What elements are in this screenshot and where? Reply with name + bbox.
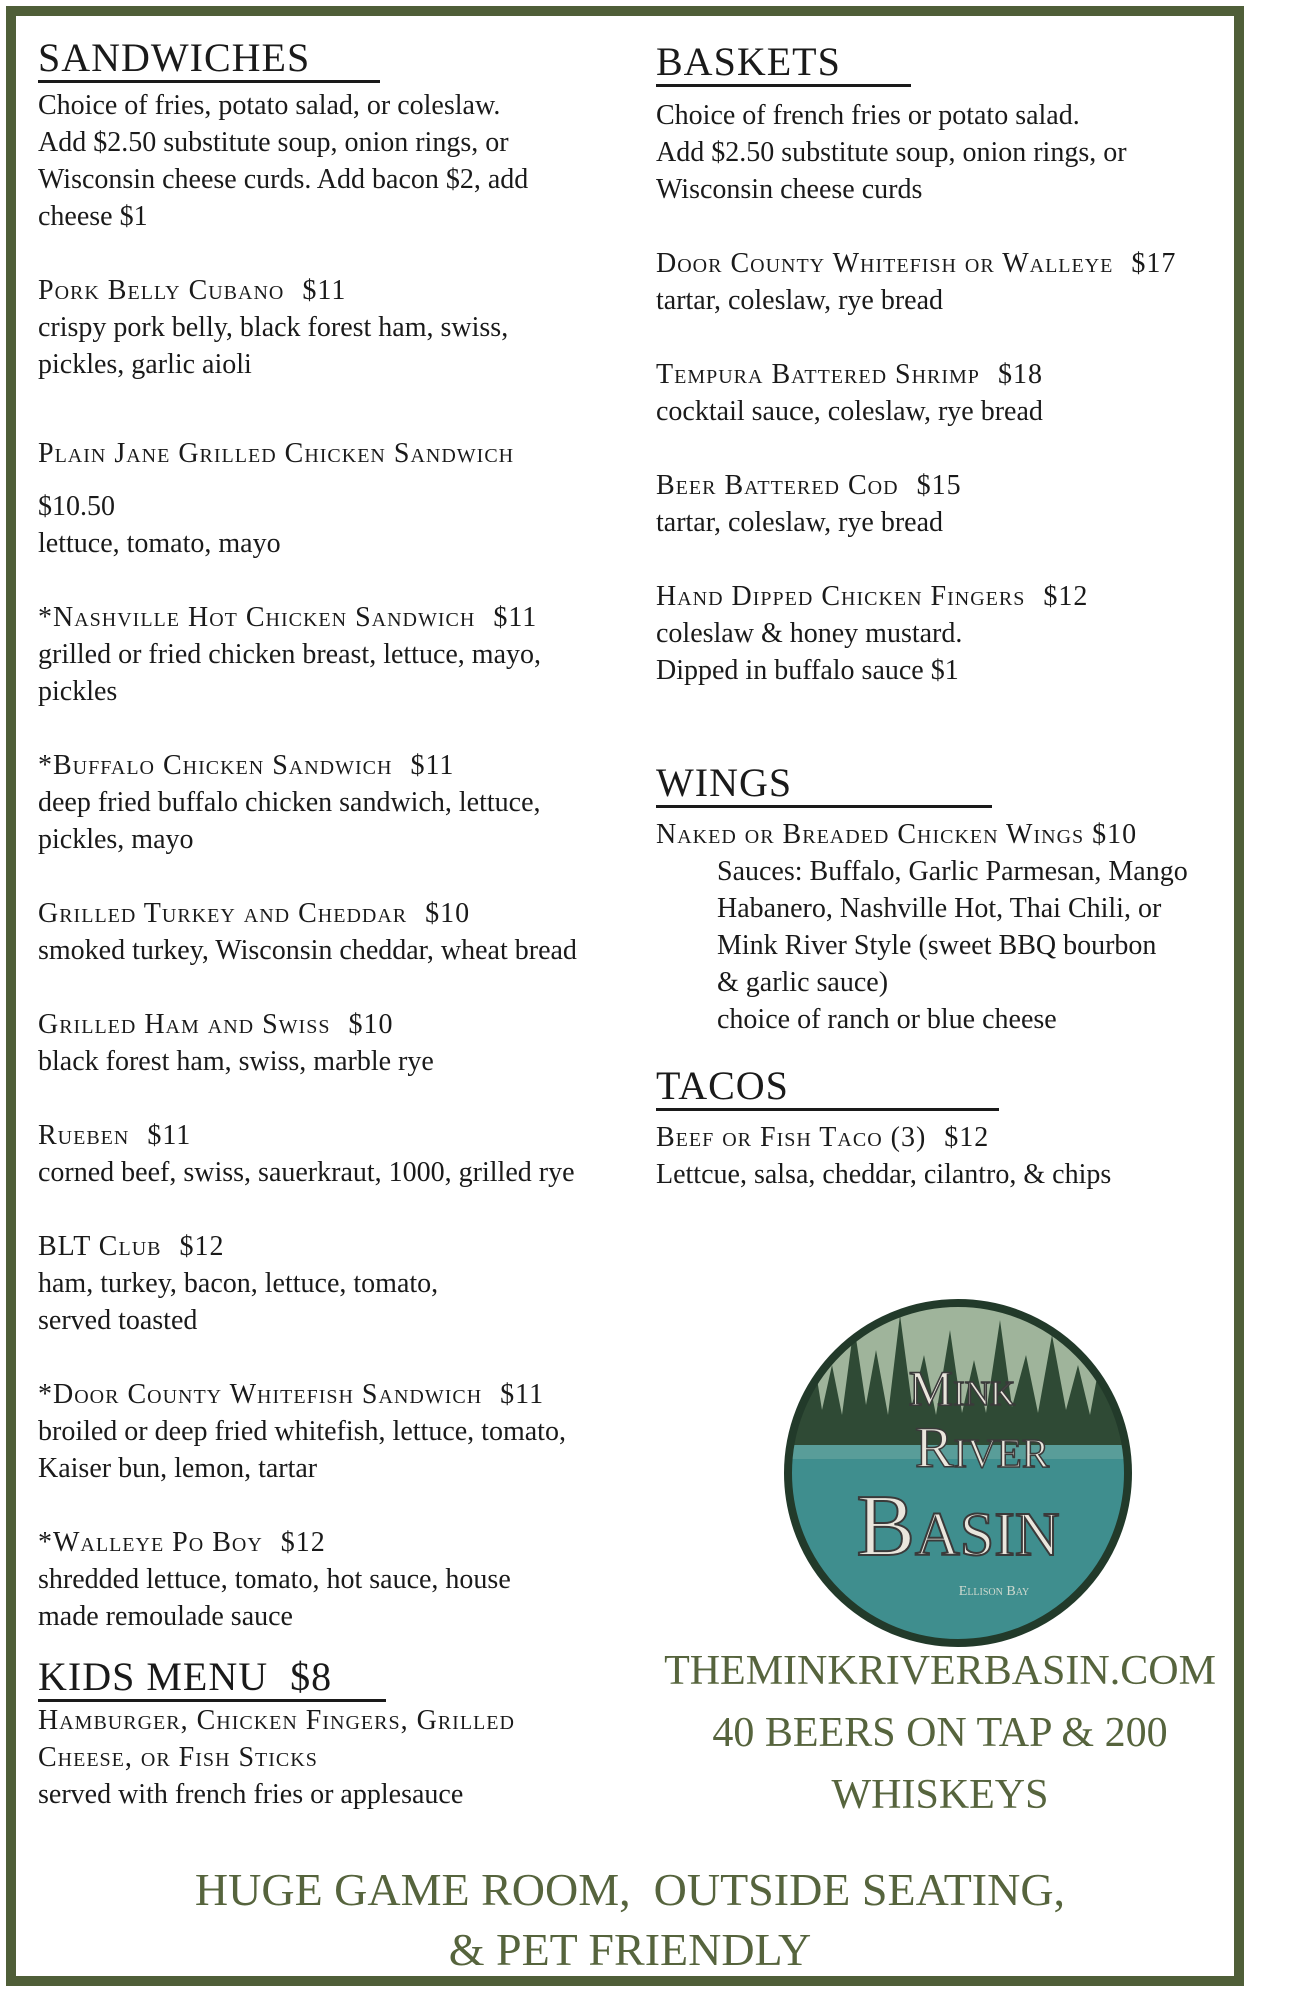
sauce-line: Habanero, Nashville Hot, Thai Chili, or [717,893,1162,924]
item-price: $18 [997,359,1043,390]
item-price: $10 [425,898,471,929]
logo-word-basin: Basin [856,1478,1060,1575]
wings-section [656,761,1236,1038]
menu-item-pork-belly-cubano [38,272,638,383]
menu-item-whitefish-walleye [656,245,1236,319]
sandwiches-title: SANDWICHES [38,36,380,83]
website-text: THEMINKRIVERBASIN.COM [664,1648,1216,1694]
item-desc: crispy pork belly, black forest ham, swiss, [38,312,509,343]
item-price: $12 [280,1527,326,1558]
item-desc: served toasted [38,1305,198,1336]
item-name: Beef or Fish Taco (3) [656,1122,927,1153]
intro-line: Choice of fries, potato salad, or coleslaw. [38,90,501,121]
menu-item-blt-club [38,1228,638,1339]
baskets-title: BASKETS [656,40,911,87]
item-desc: deep fried buffalo chicken sandwich, lettuce, [38,787,541,818]
item-name: BLT Club [38,1231,162,1262]
item-desc: Lettcue, salsa, cheddar, cilantro, & chips [656,1159,1112,1190]
item-name: Grilled Ham and Swiss [38,1009,331,1040]
item-desc: black forest ham, swiss, marble rye [38,1046,434,1077]
intro-line: Wisconsin cheese curds [656,174,923,205]
item-name: Beer Battered Cod [656,470,899,501]
item-desc: coleslaw & honey mustard. [656,618,963,649]
item-price: $11 [147,1120,192,1151]
item-name: Pork Belly Cubano [38,275,285,306]
item-price: $11 [500,1379,545,1410]
item-desc: pickles, mayo [38,824,194,855]
item-name: *Nashville Hot Chicken Sandwich [38,602,476,633]
sauce-line: Sauces: Buffalo, Garlic Parmesan, Mango [717,856,1188,887]
item-desc: grilled or fried chicken breast, lettuce, mayo, [38,639,542,670]
logo-word-river: River [914,1415,1050,1480]
item-name: *Door County Whitefish Sandwich [38,1379,483,1410]
item-desc: Dipped in buffalo sauce $1 [656,655,959,686]
item-price: $11 [410,750,455,781]
logo-place: Ellison Bay [958,1584,1030,1599]
item-price: $12 [179,1231,225,1262]
footer-promo [40,1860,1220,1980]
item-price: $15 [916,470,962,501]
item-price: $11 [493,602,538,633]
item-desc: shredded lettuce, tomato, hot sauce, house [38,1564,511,1595]
item-name: Rueben [38,1120,130,1151]
footer-line-2: & PET FRIENDLY [448,1924,812,1975]
footer-line-1: HUGE GAME ROOM, OUTSIDE SEATING, [194,1864,1066,1915]
intro-line: Add $2.50 substitute soup, onion rings, or [656,137,1127,168]
intro-line: cheese $1 [38,201,148,232]
menu-item-grilled-turkey [38,895,638,969]
intro-line: Wisconsin cheese curds. Add bacon $2, add [38,164,529,195]
kids-menu-title: KIDS MENU $8 [38,1655,386,1702]
sandwiches-intro [38,87,638,235]
menu-item-chicken-fingers [656,578,1236,689]
sauce-line: choice of ranch or blue cheese [717,1004,1057,1035]
intro-line: Add $2.50 substitute soup, onion rings, or [38,127,509,158]
item-desc: tartar, coleslaw, rye bread [656,285,944,316]
item-desc: pickles [38,676,118,707]
left-column [38,36,638,1813]
promo-block [640,1640,1240,1826]
item-desc: Kaiser bun, lemon, tartar [38,1453,318,1484]
intro-line: Choice of french fries or potato salad. [656,100,1080,131]
wings-sauces [656,853,1236,1038]
menu-item-plain-jane [38,435,638,562]
item-price: $10 [348,1009,394,1040]
menu-item-grilled-ham [38,1006,638,1080]
tacos-title: TACOS [656,1064,999,1111]
menu-item-tempura-shrimp [656,356,1236,430]
item-name: Hand Dipped Chicken Fingers [656,581,1026,612]
menu-item-buffalo-chicken [38,747,638,858]
kids-desc: served with french fries or applesauce [38,1779,464,1810]
logo-word-mink: Mink [908,1360,1016,1416]
item-name: *Walleye Po Boy [38,1527,263,1558]
mink-river-basin-logo [780,1295,1136,1651]
menu-item-walleye-po-boy [38,1524,638,1635]
item-desc: cocktail sauce, coleslaw, rye bread [656,396,1043,427]
beers-line-1: 40 BEERS ON TAP & 200 [712,1710,1168,1756]
sauce-line: & garlic sauce) [717,967,889,998]
kids-menu [38,1655,638,1813]
item-name: Grilled Turkey and Cheddar [38,898,408,929]
menu-item-nashville-hot [38,599,638,710]
item-desc: broiled or deep fried whitefish, lettuce, tomato, [38,1416,566,1447]
beers-line-2: WHISKEYS [831,1772,1049,1818]
wings-title: WINGS [656,761,992,808]
item-desc: smoked turkey, Wisconsin cheddar, wheat bread [38,935,577,966]
item-price: $12 [1043,581,1089,612]
kids-item: Cheese, or Fish Sticks [38,1742,318,1773]
menu-item-whitefish-sandwich [38,1376,638,1487]
item-desc: tartar, coleslaw, rye bread [656,507,944,538]
item-price: $17 [1131,248,1177,279]
baskets-intro [656,97,1236,208]
item-name: Door County Whitefish or Walleye [656,248,1114,279]
menu-item-rueben [38,1117,638,1191]
item-desc: corned beef, swiss, sauerkraut, 1000, grilled rye [38,1157,575,1188]
menu-item-beer-battered-cod [656,467,1236,541]
item-desc: lettuce, tomato, mayo [38,528,281,559]
sauce-line: Mink River Style (sweet BBQ bourbon [717,930,1157,961]
item-name: Tempura Battered Shrimp [656,359,980,390]
item-price: $12 [944,1122,990,1153]
item-name: *Buffalo Chicken Sandwich [38,750,393,781]
item-desc: made remoulade sauce [38,1601,293,1632]
item-price: $11 [302,275,347,306]
right-column [656,40,1236,1193]
item-desc: pickles, garlic aioli [38,349,252,380]
kids-item: Hamburger, Chicken Fingers, Grilled [38,1705,515,1736]
wings-item-name: Naked or Breaded Chicken Wings $10 [656,819,1138,850]
item-price: $10.50 [38,491,115,522]
item-desc: ham, turkey, bacon, lettuce, tomato, [38,1268,439,1299]
tacos-section [656,1064,1236,1193]
item-name: Plain Jane Grilled Chicken Sandwich [38,438,515,469]
